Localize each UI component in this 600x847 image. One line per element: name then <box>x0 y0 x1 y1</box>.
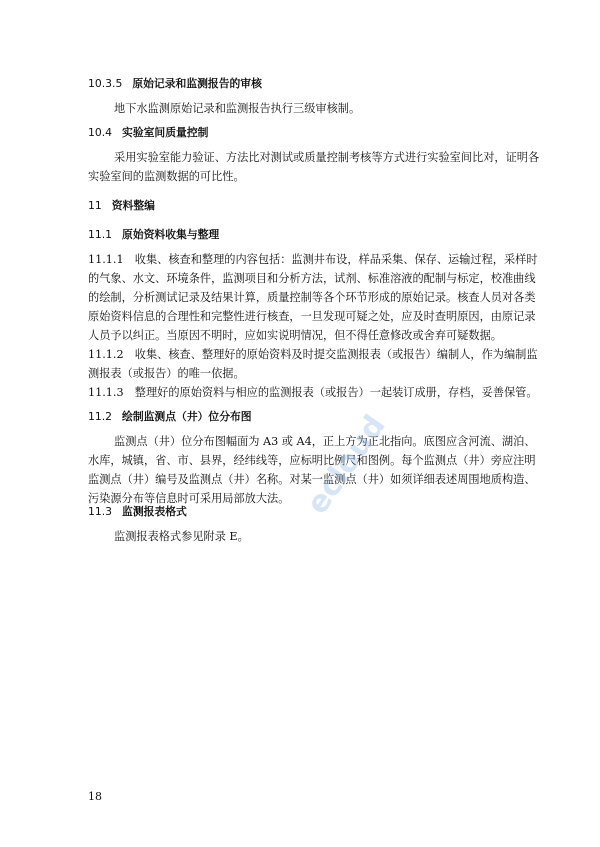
paragraph-10-4-line-1: 采用实验室能力验证、方法比对测试或质量控制考核等方式进行实验室间比对，证明各 <box>114 151 540 164</box>
page-number: 18 <box>88 790 102 803</box>
section-heading-11-1 <box>88 228 219 242</box>
paragraph-11-2-line-4: 污染源分布等信息时可采用局部放大法。 <box>88 492 290 505</box>
paragraph-11-1-1-line-2: 的气象、水文、环境条件，监测项目和分析方法，试剂、标准溶液的配制与标定，校准曲线 <box>88 272 536 285</box>
paragraph-11-3: 监测报表格式参见附录 E。 <box>114 530 249 543</box>
section-number: 10.3.5 <box>88 77 123 90</box>
paragraph-11-1-1-line-3: 的绘制，分析测试记录及结果计算，质量控制等各个环节形成的原始记录。核查人员对各类 <box>88 291 536 304</box>
section-title: 监测报表格式 <box>122 505 187 518</box>
section-number: 11 <box>88 199 102 212</box>
section-number: 10.4 <box>88 126 113 139</box>
section-heading-10-4 <box>88 126 208 140</box>
paragraph-11-1-1-line-5: 人员予以纠正。当原因不明时，应如实说明情况，但不得任意修改或舍弃可疑数据。 <box>88 329 502 342</box>
section-number: 11.1 <box>88 228 113 241</box>
section-number: 11.2 <box>88 410 113 423</box>
chapter-heading-11 <box>88 199 155 213</box>
paragraph-11-1-2-line-1: 11.1.2 收集、核查、整理好的原始资料及时提交监测报表（或报告）编制人，作为编制监 <box>88 348 538 361</box>
paragraph-11-2-line-1: 监测点（井）位分布图幅面为 A3 或 A4，正上方为正北指向。底图应含河流、湖泊、 <box>114 435 536 448</box>
section-title: 资料整编 <box>111 199 155 212</box>
watermark-text: ecloud <box>299 408 393 521</box>
paragraph-10-3-5: 地下水监测原始记录和监测报告执行三级审核制。 <box>114 102 361 115</box>
section-heading-10-3-5 <box>88 77 262 91</box>
section-title: 绘制监测点（井）位分布图 <box>122 410 252 423</box>
paragraph-11-2-line-3: 监测点（井）编号及监测点（井）名称。对某一监测点（井）如须详细表述周围地质构造、 <box>88 473 536 486</box>
section-heading-11-3 <box>88 505 187 519</box>
paragraph-11-1-1-line-4: 原始资料信息的合理性和完整性进行核查，一旦发现可疑之处，应及时查明原因，由原记录 <box>88 310 536 323</box>
section-number: 11.3 <box>88 505 113 518</box>
paragraph-10-4-line-2: 实验室间的监测数据的可比性。 <box>88 170 245 183</box>
paragraph-11-1-1-line-1: 11.1.1 收集、核查和整理的内容包括：监测井布设，样品采集、保存、运输过程，采样时 <box>88 253 538 266</box>
paragraph-11-2-line-2: 水库，城镇，省、市、县界，经纬线等，应标明比例尺和图例。每个监测点（井）旁应注明 <box>88 454 536 467</box>
paragraph-11-1-2-line-2: 测报表（或报告）的唯一依据。 <box>88 367 245 380</box>
section-title: 原始记录和监测报告的审核 <box>132 77 262 90</box>
paragraph-11-1-3: 11.1.3 整理好的原始资料与相应的监测报表（或报告）一起装订成册，存档，妥善保管。 <box>88 386 538 399</box>
section-heading-11-2 <box>88 410 252 424</box>
section-title: 实验室间质量控制 <box>122 126 209 139</box>
section-title: 原始资料收集与整理 <box>122 228 220 241</box>
